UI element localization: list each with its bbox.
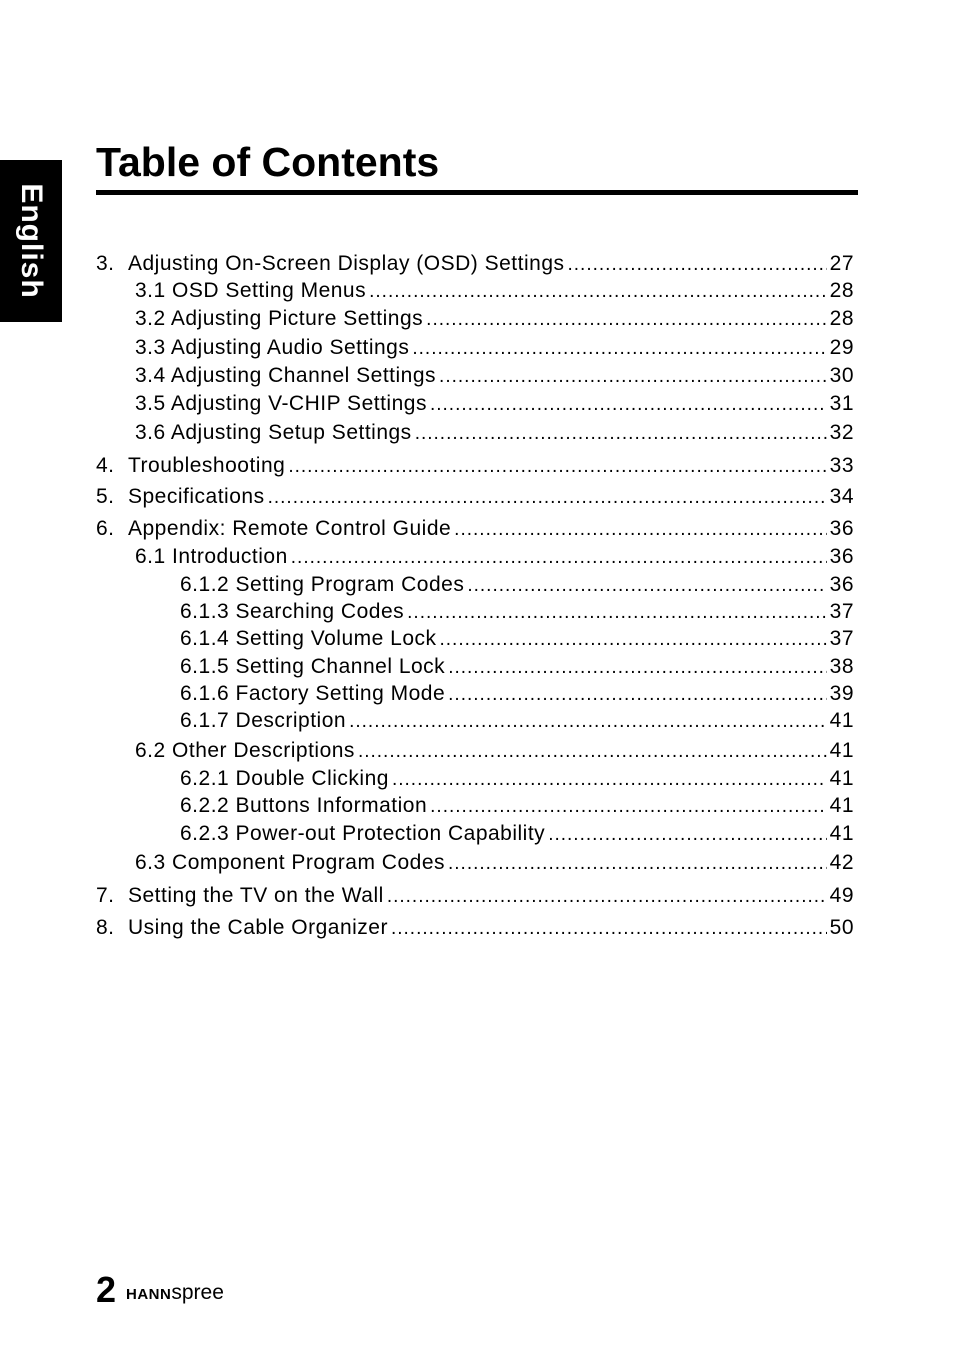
- toc-entry[interactable]: [96, 515, 854, 543]
- brand-logo-light: spree: [171, 1281, 224, 1304]
- toc-entry[interactable]: [135, 277, 854, 305]
- toc-leader: [440, 626, 827, 654]
- toc-title: 3.3 Adjusting Audio Settings: [135, 336, 410, 359]
- brand-logo-bold: HANN: [126, 1286, 172, 1303]
- toc-title: 6.2.1 Double Clicking: [180, 767, 389, 790]
- toc-number: 4.: [96, 454, 115, 477]
- toc-title: Setting the TV on the Wall: [128, 884, 384, 907]
- toc-entry[interactable]: [135, 543, 854, 571]
- toc-leader: [349, 708, 827, 736]
- toc-entry[interactable]: [135, 390, 854, 418]
- toc-page-number: 37: [829, 600, 854, 623]
- toc-title: Appendix: Remote Control Guide: [128, 517, 452, 540]
- toc-entry[interactable]: [96, 250, 854, 278]
- toc-page-number: 41: [829, 709, 854, 732]
- toc-number: 7.: [96, 884, 115, 907]
- toc-leader: [448, 681, 827, 709]
- toc-leader: [369, 278, 827, 306]
- toc-leader: [448, 850, 827, 878]
- page-title: Table of Contents: [96, 139, 440, 185]
- toc-page-number: 50: [829, 916, 854, 939]
- toc-title: 6.1 Introduction: [135, 545, 288, 568]
- toc-title: 3.6 Adjusting Setup Settings: [135, 421, 412, 444]
- toc-number: 8.: [96, 916, 115, 939]
- toc-leader: [448, 654, 826, 682]
- toc-entry[interactable]: [180, 598, 854, 626]
- toc-title: 6.2 Other Descriptions: [135, 739, 355, 762]
- toc-page-number: 36: [829, 573, 854, 596]
- toc-title: 6.1.3 Searching Codes: [180, 600, 405, 623]
- title-rule: [96, 190, 858, 195]
- toc-title: 6.1.4 Setting Volume Lock: [180, 627, 437, 650]
- toc-page-number: 34: [829, 485, 854, 508]
- toc-page-number: 27: [829, 252, 854, 275]
- toc-page-number: 42: [829, 851, 854, 874]
- toc-leader: [407, 599, 827, 627]
- toc-page-number: 41: [829, 822, 854, 845]
- toc-entry[interactable]: [180, 765, 854, 793]
- toc-title: Specifications: [128, 485, 265, 508]
- toc-title: Troubleshooting: [128, 454, 286, 477]
- toc-leader: [439, 363, 827, 391]
- toc-title: 6.2.3 Power-out Protection Capability: [180, 822, 546, 845]
- toc-page-number: 41: [829, 794, 854, 817]
- toc-leader: [426, 306, 826, 334]
- toc-entry[interactable]: [96, 452, 854, 480]
- toc-leader: [415, 420, 827, 448]
- toc-entry[interactable]: [135, 849, 854, 877]
- brand-logo: [126, 1281, 224, 1307]
- toc-page-number: 32: [829, 421, 854, 444]
- toc-title: 6.2.2 Buttons Information: [180, 794, 428, 817]
- toc-title: 3.1 OSD Setting Menus: [135, 279, 367, 302]
- toc-page-number: 29: [829, 336, 854, 359]
- toc-leader: [568, 251, 827, 279]
- toc-page-number: 41: [829, 767, 854, 790]
- toc-entry[interactable]: [180, 707, 854, 735]
- toc-entry[interactable]: [135, 419, 854, 447]
- toc-page-number: 28: [829, 307, 854, 330]
- toc-entry[interactable]: [135, 305, 854, 333]
- toc-leader: [412, 335, 826, 363]
- toc-entry[interactable]: [96, 882, 854, 910]
- toc-number: 3.: [96, 252, 115, 275]
- toc-page-number: 31: [829, 392, 854, 415]
- toc-page-number: 41: [829, 739, 854, 762]
- toc-title: 6.3 Component Program Codes: [135, 851, 445, 874]
- toc-entry[interactable]: [180, 653, 854, 681]
- language-tab: [0, 160, 62, 322]
- toc-entry[interactable]: [135, 334, 854, 362]
- toc-leader: [387, 883, 827, 911]
- toc-page-number: 37: [829, 627, 854, 650]
- toc-leader: [454, 516, 826, 544]
- toc-page-number: 39: [829, 682, 854, 705]
- toc-entry[interactable]: [180, 680, 854, 708]
- toc-leader: [430, 391, 827, 419]
- toc-title: 3.4 Adjusting Channel Settings: [135, 364, 437, 387]
- toc-title: 6.1.2 Setting Program Codes: [180, 573, 465, 596]
- toc-page-number: 36: [829, 517, 854, 540]
- toc-title: 6.1.6 Factory Setting Mode: [180, 682, 446, 705]
- toc-page-number: 28: [829, 279, 854, 302]
- toc-title: 6.1.5 Setting Channel Lock: [180, 655, 446, 678]
- footer-page-number: 2: [96, 1269, 117, 1310]
- toc-page-number: 38: [829, 655, 854, 678]
- toc-title: 6.1.7 Description: [180, 709, 347, 732]
- toc-page-number: 36: [829, 545, 854, 568]
- toc-leader: [358, 738, 827, 766]
- toc-leader: [467, 572, 826, 600]
- toc-entry[interactable]: [180, 792, 854, 820]
- toc-title: 3.2 Adjusting Picture Settings: [135, 307, 424, 330]
- toc-title: 3.5 Adjusting V-CHIP Settings: [135, 392, 427, 415]
- toc-leader: [291, 544, 827, 572]
- language-tab-label: English: [15, 183, 48, 299]
- toc-title: Using the Cable Organizer: [128, 916, 388, 939]
- toc-number: 5.: [96, 485, 115, 508]
- toc-leader: [430, 793, 827, 821]
- toc-entry[interactable]: [135, 362, 854, 390]
- toc-leader: [548, 821, 826, 849]
- toc-entry[interactable]: [180, 820, 854, 848]
- toc-leader: [288, 453, 826, 481]
- toc-entry[interactable]: [135, 737, 854, 765]
- toc-entry[interactable]: [96, 483, 854, 511]
- toc-page-number: 49: [829, 884, 854, 907]
- toc-title: Adjusting On-Screen Display (OSD) Settings: [128, 252, 565, 275]
- toc-entry[interactable]: [180, 625, 854, 653]
- toc-entry[interactable]: [180, 571, 854, 599]
- toc-leader: [391, 915, 827, 943]
- toc-leader: [268, 484, 827, 512]
- toc-page-number: 30: [829, 364, 854, 387]
- toc-page-number: 33: [829, 454, 854, 477]
- toc-number: 6.: [96, 517, 115, 540]
- toc-entry[interactable]: [96, 914, 854, 942]
- toc-leader: [392, 766, 827, 794]
